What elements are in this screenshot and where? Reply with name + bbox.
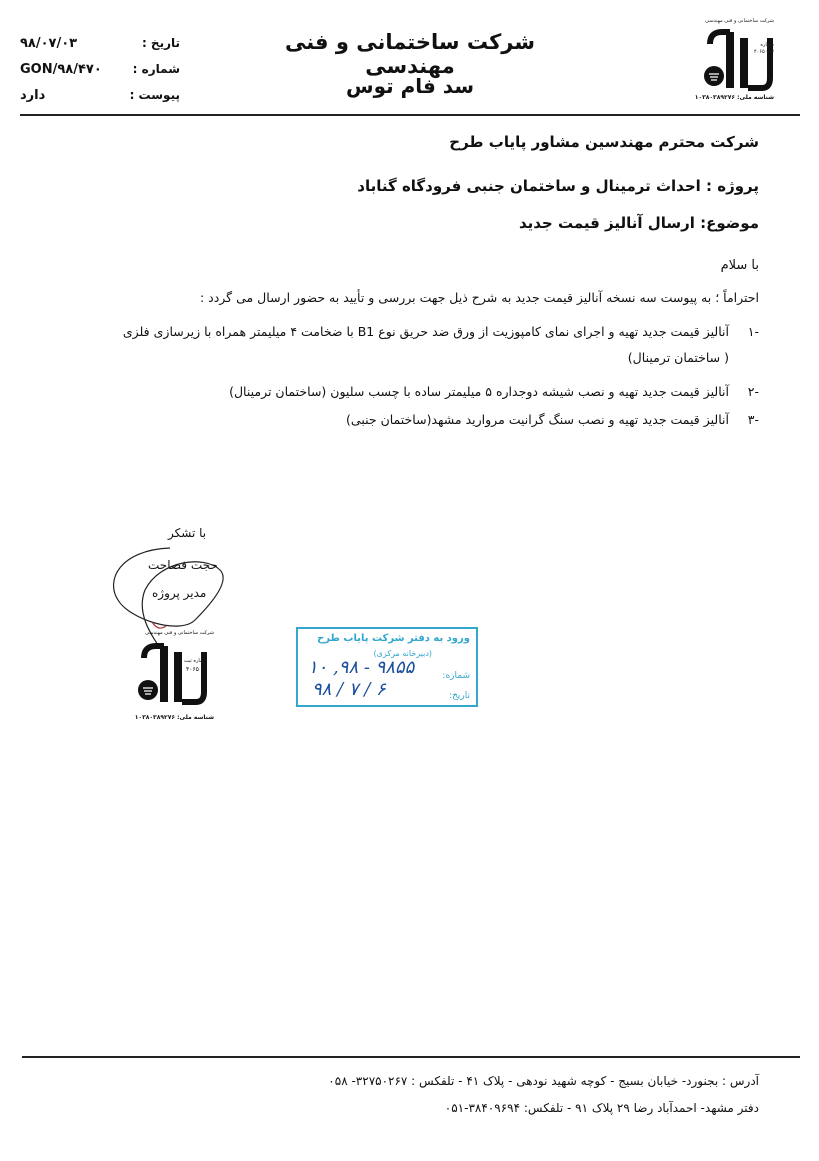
footer-divider — [22, 1056, 800, 1058]
seal-reg-label: شماره ثبت — [184, 658, 208, 664]
receipt-stamp — [296, 627, 478, 707]
company-name: شرکت ساختمانی و فنی مهندسی — [284, 30, 536, 78]
sad-logo-icon — [700, 24, 774, 94]
item-text: آنالیز قیمت جدید تهیه و نصب شیشه دوجداره ۵ میلیمتر ساده با چسب سلیون (ساختمان ترمینال) — [229, 384, 729, 399]
logo-national-id: شناسه ملی: ۱۰۳۸۰۳۸۹۲۷۶ — [694, 94, 774, 101]
item-number: -۳ — [747, 412, 759, 427]
greeting: با سلام — [720, 258, 759, 273]
item-text-continued: ( ساختمان ترمینال) — [627, 350, 729, 365]
number-row — [20, 62, 180, 77]
signature-block — [100, 520, 260, 730]
subject-line: موضوع: ارسال آنالیز قیمت جدید — [518, 214, 759, 232]
signature-title: مدیر پروژه — [152, 586, 207, 600]
item-text: آنالیز قیمت جدید تهیه و اجرای نمای کامپوزیت از ورق ضد حریق نوع B1 با ضخامت ۴ میلیمتر همراه با زیرسازی فلزی — [122, 324, 729, 339]
number-label: شماره : — [132, 62, 180, 76]
sad-logo-icon — [134, 638, 208, 708]
date-label: تاریخ : — [141, 36, 180, 50]
stamp-subtitle: (دبیرخانه مرکزی) — [373, 649, 432, 658]
list-item — [59, 406, 759, 434]
seal-reg-number: ۴۰۶۵ — [186, 666, 199, 673]
seal-top-text: شرکت ساختمانی و فنی مهندسی — [145, 630, 214, 636]
attachment-row — [20, 88, 180, 103]
attachment-value: دارد — [20, 88, 46, 103]
intro-paragraph: احتراماً ؛ به پیوست سه نسخه آنالیز قیمت جدید به شرح ذیل جهت بررسی و تأیید به حضور ارسال می گردد : — [199, 290, 759, 305]
stamp-title: ورود به دفتر شرکت پایاب طرح — [317, 633, 470, 644]
item-text: آنالیز قیمت جدید تهیه و نصب سنگ گرانیت مروارید مشهد(ساختمان جنبی) — [346, 412, 729, 427]
logo-reg-number: ۴۰۶۵ — [754, 49, 765, 55]
company-seal — [134, 630, 214, 726]
list-item — [59, 318, 759, 346]
project-line: پروژه : احداث ترمینال و ساختمان جنبی فرودگاه گناباد — [357, 177, 759, 195]
header-divider — [20, 114, 800, 116]
signature-name: حجت فصاحت — [148, 558, 218, 572]
signature-thanks: با تشکر — [168, 526, 207, 540]
number-value: GON/۹۸/۴۷۰ — [20, 62, 102, 77]
company-subname: سد فام توس — [345, 74, 475, 98]
date-row — [20, 36, 180, 51]
stamp-date-label: تاریخ: — [449, 691, 470, 701]
addressee: شرکت محترم مهندسین مشاور پایاب طرح — [449, 133, 759, 151]
list-item-continuation — [59, 344, 759, 372]
logo-top-text: شرکت ساختمانی و فنی مهندسی — [705, 18, 774, 24]
company-logo-header — [694, 18, 774, 101]
list-item — [59, 378, 759, 406]
item-number: -۱ — [747, 324, 759, 339]
stamp-date-handwritten: ۹۸ / ۷ / ۶ — [312, 679, 386, 700]
footer-address-bojnurd: آدرس : بجنورد- خیابان بسیج - کوچه شهید نودهی - پلاک ۴۱ - تلفکس : ۳۲۷۵۰۲۶۷- ۰۵۸ — [328, 1074, 759, 1088]
stamp-number-label: شماره: — [442, 671, 470, 681]
attachment-label: پیوست : — [129, 88, 180, 102]
footer-address-mashhad: دفتر مشهد- احمدآباد رضا ۲۹ پلاک ۹۱ - تلفکس: ۳۸۴۰۹۶۹۴-۰۵۱ — [444, 1101, 759, 1115]
date-value: ۹۸/۰۷/۰۳ — [20, 36, 78, 51]
item-number: -۲ — [747, 384, 759, 399]
logo-reg-label: شماره ثبت — [760, 42, 774, 54]
stamp-number-handwritten: ۱۰ ,۹۸ - ۹۸۵۵ — [308, 657, 415, 678]
seal-national-id: شناسه ملی: ۱۰۳۸۰۳۸۹۲۷۶ — [134, 714, 214, 721]
